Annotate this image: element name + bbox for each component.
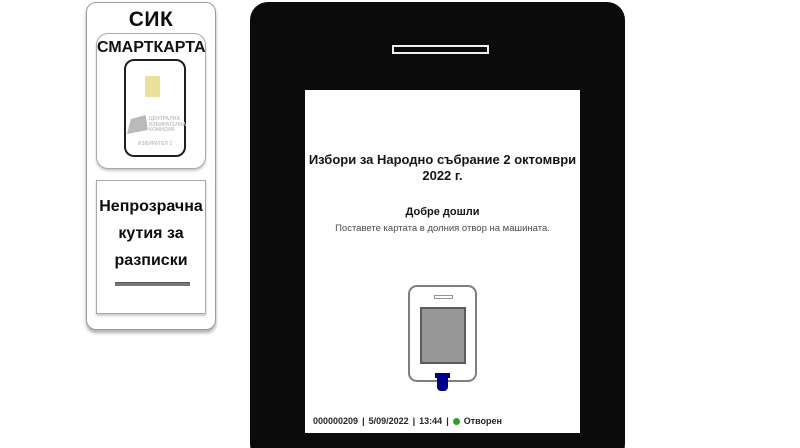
- smartcard[interactable]: [124, 59, 186, 157]
- status-time: 13:44: [419, 416, 443, 426]
- receipt-slot: [115, 282, 190, 286]
- smartcard-issuer-text: [149, 117, 186, 134]
- insert-card-instruction: Поставете картата в долния отвор на машината.: [335, 223, 550, 234]
- status-state: Отворен: [463, 416, 502, 426]
- issuer-line: КОМИСИЯ: [149, 127, 175, 133]
- election-title-line1: Избори за Народно събрание 2 октомври: [308, 152, 577, 167]
- receipt-label-line: кутия за: [118, 225, 184, 242]
- election-title-line2: 2022 г.: [422, 168, 463, 183]
- receipt-box-label: [97, 193, 205, 274]
- status-date: 5/09/2022: [368, 416, 409, 426]
- sik-panel-title: СИК: [128, 8, 174, 31]
- voting-machine: [250, 2, 625, 448]
- receipt-label-line: Непрозрачна: [99, 198, 203, 215]
- sik-panel: [86, 2, 216, 330]
- election-title: [305, 152, 580, 184]
- machine-id: 000000209: [313, 416, 359, 426]
- issuer-line: ЦЕНТРАЛНА: [149, 116, 180, 122]
- smartcard-holder-text: ИЗБИРАТЕЛ 1: [137, 141, 173, 147]
- receipt-box: [96, 180, 206, 314]
- separator: |: [412, 416, 416, 426]
- card-reader-icon: [408, 285, 477, 382]
- receipt-label-line: разписки: [114, 252, 188, 269]
- welcome-heading: Добре дошли: [405, 206, 480, 218]
- reader-printer-slot-icon: [434, 295, 453, 299]
- cik-logo-icon: [127, 115, 148, 134]
- status-bar: [313, 416, 502, 426]
- reader-screen-icon: [420, 307, 466, 364]
- issuer-line: ИЗБИРАТЕЛНА: [149, 121, 187, 128]
- machine-screen: [305, 90, 580, 433]
- separator: |: [446, 416, 449, 426]
- smartcard-chip-icon: [145, 76, 160, 97]
- printer-slot: [392, 45, 489, 54]
- status-open-dot-icon: [453, 418, 460, 425]
- smartcard-label: СМАРТКАРТА: [97, 39, 206, 56]
- separator: |: [362, 416, 365, 426]
- inserted-card-icon: [437, 373, 448, 391]
- smartcard-box: [96, 33, 206, 169]
